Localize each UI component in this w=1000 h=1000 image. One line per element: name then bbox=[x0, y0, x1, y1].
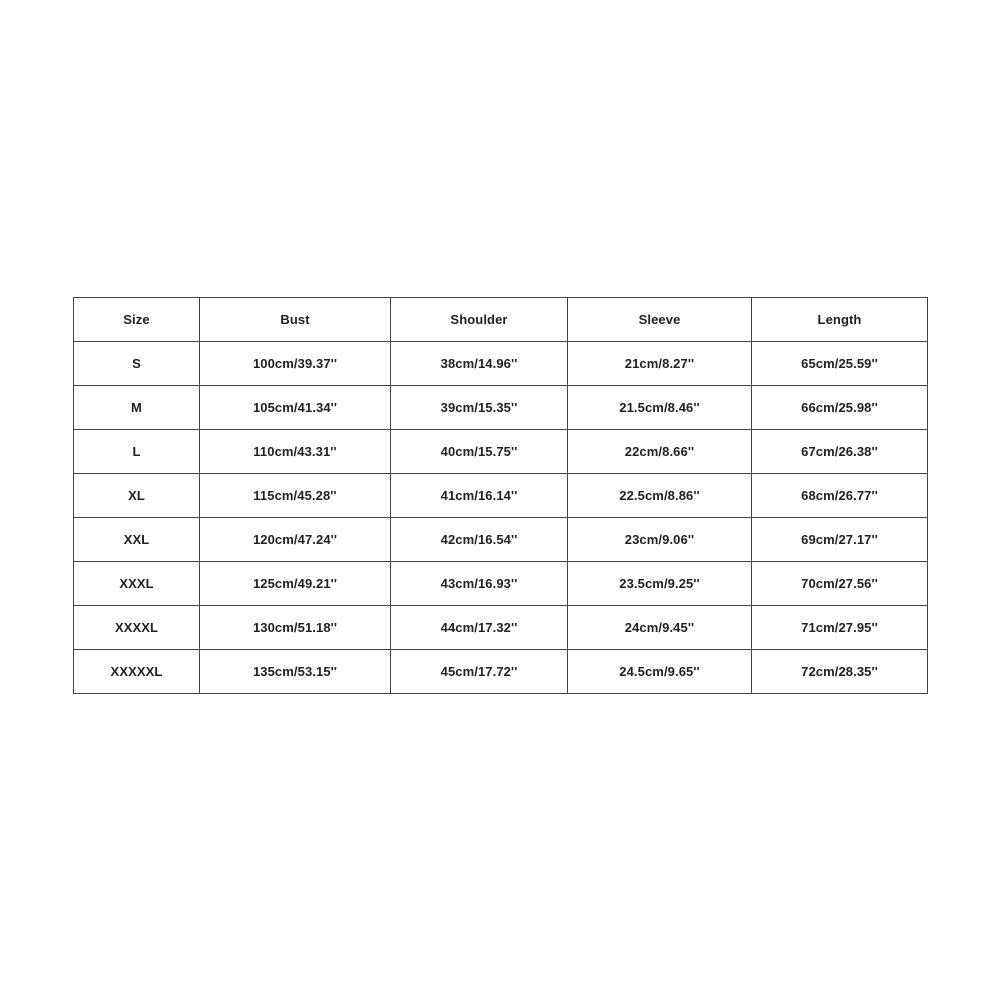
cell-bust: 105cm/41.34'' bbox=[200, 386, 391, 430]
cell-length: 69cm/27.17'' bbox=[752, 518, 928, 562]
cell-length: 65cm/25.59'' bbox=[752, 342, 928, 386]
cell-length: 67cm/26.38'' bbox=[752, 430, 928, 474]
header-row bbox=[74, 298, 928, 342]
header-size: Size bbox=[74, 298, 200, 342]
table-row bbox=[74, 430, 928, 474]
cell-sleeve: 21.5cm/8.46'' bbox=[568, 386, 752, 430]
cell-length: 68cm/26.77'' bbox=[752, 474, 928, 518]
cell-shoulder: 40cm/15.75'' bbox=[391, 430, 568, 474]
cell-sleeve: 23.5cm/9.25'' bbox=[568, 562, 752, 606]
cell-size: XXXXXL bbox=[74, 650, 200, 694]
cell-shoulder: 45cm/17.72'' bbox=[391, 650, 568, 694]
cell-shoulder: 42cm/16.54'' bbox=[391, 518, 568, 562]
cell-size: XL bbox=[74, 474, 200, 518]
table-row bbox=[74, 518, 928, 562]
cell-shoulder: 38cm/14.96'' bbox=[391, 342, 568, 386]
cell-shoulder: 43cm/16.93'' bbox=[391, 562, 568, 606]
cell-sleeve: 22cm/8.66'' bbox=[568, 430, 752, 474]
cell-bust: 100cm/39.37'' bbox=[200, 342, 391, 386]
cell-bust: 130cm/51.18'' bbox=[200, 606, 391, 650]
cell-length: 72cm/28.35'' bbox=[752, 650, 928, 694]
table-row bbox=[74, 562, 928, 606]
cell-bust: 110cm/43.31'' bbox=[200, 430, 391, 474]
table-row bbox=[74, 474, 928, 518]
cell-length: 66cm/25.98'' bbox=[752, 386, 928, 430]
header-shoulder: Shoulder bbox=[391, 298, 568, 342]
cell-sleeve: 22.5cm/8.86'' bbox=[568, 474, 752, 518]
cell-shoulder: 39cm/15.35'' bbox=[391, 386, 568, 430]
cell-size: XXXXL bbox=[74, 606, 200, 650]
cell-shoulder: 41cm/16.14'' bbox=[391, 474, 568, 518]
header-bust: Bust bbox=[200, 298, 391, 342]
cell-size: M bbox=[74, 386, 200, 430]
table-row bbox=[74, 606, 928, 650]
cell-sleeve: 21cm/8.27'' bbox=[568, 342, 752, 386]
cell-bust: 115cm/45.28'' bbox=[200, 474, 391, 518]
cell-length: 70cm/27.56'' bbox=[752, 562, 928, 606]
cell-size: L bbox=[74, 430, 200, 474]
cell-shoulder: 44cm/17.32'' bbox=[391, 606, 568, 650]
cell-sleeve: 23cm/9.06'' bbox=[568, 518, 752, 562]
size-chart-table bbox=[73, 297, 928, 694]
cell-bust: 135cm/53.15'' bbox=[200, 650, 391, 694]
header-length: Length bbox=[752, 298, 928, 342]
cell-sleeve: 24cm/9.45'' bbox=[568, 606, 752, 650]
table-row bbox=[74, 650, 928, 694]
cell-sleeve: 24.5cm/9.65'' bbox=[568, 650, 752, 694]
cell-bust: 125cm/49.21'' bbox=[200, 562, 391, 606]
table-row bbox=[74, 386, 928, 430]
table-row bbox=[74, 342, 928, 386]
header-sleeve: Sleeve bbox=[568, 298, 752, 342]
cell-bust: 120cm/47.24'' bbox=[200, 518, 391, 562]
cell-size: XXL bbox=[74, 518, 200, 562]
cell-size: S bbox=[74, 342, 200, 386]
cell-length: 71cm/27.95'' bbox=[752, 606, 928, 650]
cell-size: XXXL bbox=[74, 562, 200, 606]
